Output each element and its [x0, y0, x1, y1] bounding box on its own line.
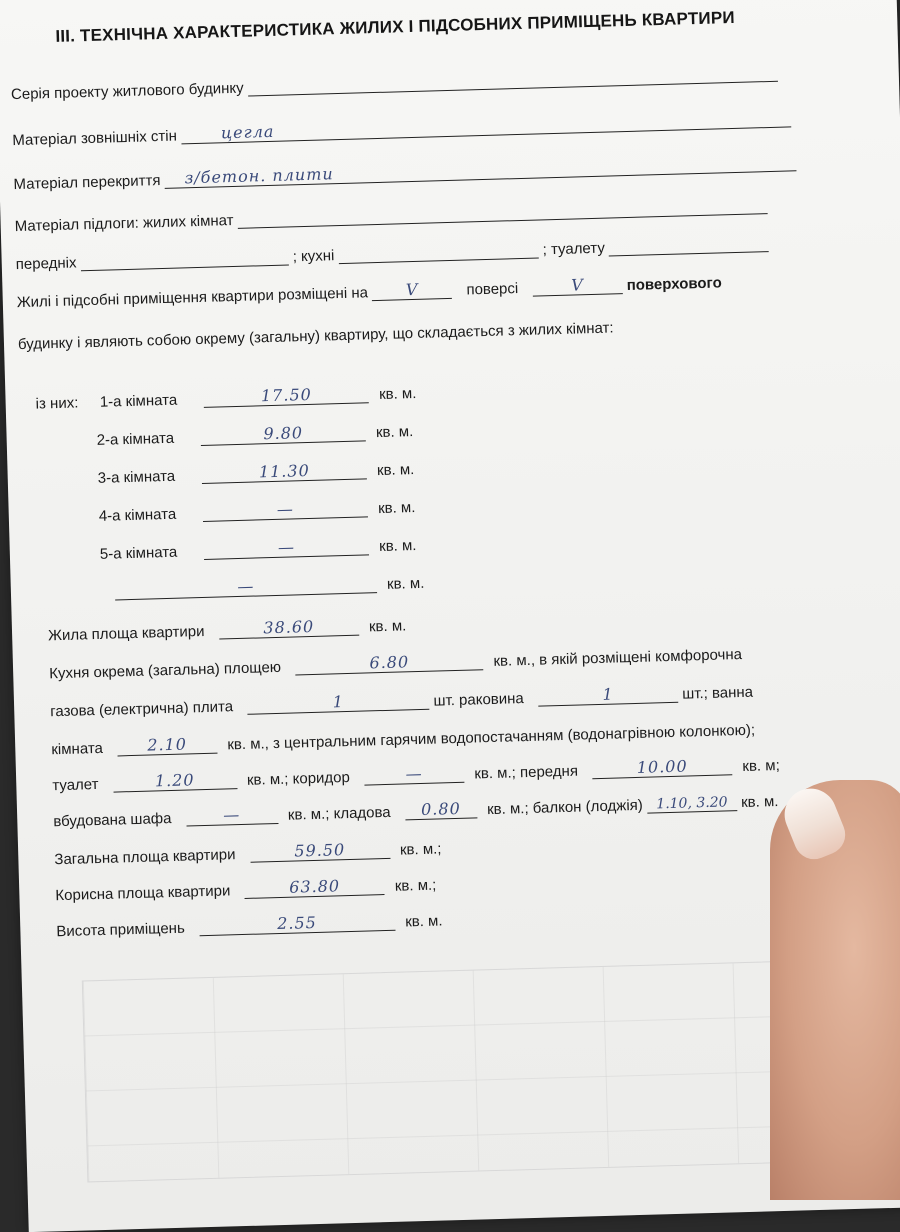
- height-field: [199, 912, 395, 936]
- room-field: [201, 422, 366, 446]
- useful-area-row: [55, 862, 881, 904]
- series-label: Серія проекту житлового будинку: [10, 79, 244, 104]
- room-value: —: [277, 537, 296, 557]
- sink-value: 1: [602, 684, 614, 704]
- wc-field: [113, 770, 237, 792]
- floor-materials-row: [15, 230, 863, 273]
- room-field: [204, 536, 369, 560]
- useful-area-value: 63.80: [288, 876, 341, 897]
- front-tail: кв. м;: [742, 756, 780, 775]
- stove-field: [247, 691, 429, 715]
- toilet-field: [609, 233, 769, 256]
- stove-value: 1: [332, 692, 345, 712]
- building-text: будинку і являють собою окрему (загальну) квартиру, що складається з жилих кімнат:: [17, 319, 614, 354]
- unit-label: кв. м.: [368, 617, 407, 636]
- kitchen-area-row: [49, 640, 875, 682]
- front-field: [592, 756, 732, 779]
- corridor-value: —: [405, 763, 423, 784]
- stove-label: газова (електрична) плита: [50, 698, 234, 721]
- kitchen-field: [338, 239, 538, 264]
- living-area-value: 38.60: [263, 616, 315, 638]
- room-field: [203, 498, 368, 522]
- wardrobe-value: —: [222, 805, 241, 825]
- floor-number-value: V: [405, 279, 419, 300]
- storage-value: 0.80: [420, 798, 461, 819]
- room-label: 5-а кімната: [99, 543, 178, 563]
- room-label: 3-а кімната: [97, 467, 176, 487]
- bath-tail: кв. м., з центральним гарячим водопостачанням (водонагрівною колонкою);: [227, 721, 756, 754]
- useful-area-unit: кв. м.;: [394, 876, 437, 895]
- sink-tail: шт.; ванна: [681, 683, 754, 703]
- ceiling-row: [13, 150, 861, 193]
- room-unit: кв. м.: [377, 499, 416, 518]
- room-row-1: [35, 370, 867, 412]
- bath-label: кімната: [51, 739, 104, 759]
- room-field: [202, 460, 367, 484]
- kitchen-area-label: Кухня окрема (загальна) площею: [48, 658, 282, 683]
- room-row-2: [96, 408, 868, 449]
- living-area-row: [48, 602, 874, 644]
- balcony-label: кв. м.; балкон (лоджія): [486, 796, 644, 819]
- total-floors-value: V: [570, 275, 585, 295]
- storey-word: поверхового: [626, 274, 722, 295]
- wardrobe-label: вбудована шафа: [53, 809, 172, 831]
- kitchen-label: ; кухні: [292, 247, 335, 266]
- front-value: 10.00: [636, 756, 688, 777]
- room-field: [204, 384, 369, 408]
- location-row: [17, 268, 865, 311]
- height-unit: кв. м.: [404, 912, 443, 931]
- total-area-row: [54, 826, 880, 868]
- ceiling-label: Матеріал перекриття: [13, 172, 161, 194]
- toilet-label: ; туалету: [542, 239, 606, 259]
- total-area-field: [250, 840, 390, 863]
- room-unit: кв. м.: [378, 384, 417, 403]
- walls-field: [181, 108, 791, 144]
- bath-field: [117, 735, 217, 757]
- storage-label: кв. м.; кладова: [287, 803, 391, 824]
- room-value: 11.30: [258, 460, 310, 482]
- room-label: 2-а кімната: [96, 429, 175, 449]
- living-area-label: Жила площа квартири: [47, 622, 205, 645]
- storage-field: [405, 799, 478, 820]
- room-row-5: [100, 522, 872, 563]
- ceiling-value: з/бетон. плити: [184, 164, 334, 188]
- living-area-field: [219, 617, 359, 640]
- series-row: [11, 60, 859, 103]
- total-area-unit: кв. м.;: [399, 840, 442, 859]
- rooms-prefix: із них:: [35, 394, 79, 413]
- walls-row: [12, 106, 860, 149]
- total-floors-field: [532, 275, 622, 297]
- holding-hand: [770, 780, 900, 1200]
- walls-label: Матеріал зовнішніх стін: [12, 127, 178, 150]
- wc-value: 1.20: [154, 770, 195, 791]
- floor-number-field: [372, 280, 452, 301]
- stove-row: [50, 678, 876, 720]
- wc-label: туалет: [52, 775, 99, 795]
- sink-label: шт. раковина: [433, 690, 525, 710]
- room-label: 1-а кімната: [99, 391, 178, 411]
- room-field: [115, 574, 377, 600]
- room-value: 17.50: [260, 384, 313, 406]
- corridor-label: кв. м.; коридор: [246, 768, 351, 789]
- height-row: [56, 898, 882, 940]
- location-label: Жилі і підсобні приміщення квартири розміщені на: [16, 284, 369, 312]
- floor-label: Матеріал підлоги: жилих кімнат: [14, 212, 234, 236]
- building-text-row: [18, 312, 866, 353]
- floor-row: [14, 192, 862, 235]
- floor-living-field: [237, 195, 767, 229]
- storage-row: [53, 788, 879, 830]
- room-unit: кв. м.: [386, 574, 425, 593]
- room-row-6: [115, 560, 873, 600]
- balcony-tail: кв. м.: [740, 793, 779, 812]
- room-label: 4-а кімната: [98, 505, 177, 525]
- sink-field: [538, 684, 678, 707]
- room-unit: кв. м.: [376, 461, 415, 480]
- useful-area-label: Корисна площа квартири: [55, 882, 231, 905]
- total-area-label: Загальна площа квартири: [54, 846, 236, 869]
- faint-table-background: [82, 959, 849, 1182]
- room-value: —: [276, 499, 295, 519]
- kitchen-area-field: [295, 651, 483, 675]
- wc-row: [52, 752, 878, 794]
- room-unit: кв. м.: [378, 537, 417, 556]
- wardrobe-field: [186, 805, 278, 827]
- room-value: 9.80: [263, 423, 304, 444]
- hall-field: [80, 246, 288, 271]
- useful-area-field: [244, 876, 384, 899]
- room-row-4: [99, 484, 871, 525]
- kitchen-area-tail: кв. м., в якій розміщені комфорочна: [493, 645, 743, 670]
- ceiling-field: [164, 152, 796, 189]
- total-area-value: 59.50: [294, 840, 346, 861]
- floor-word: поверсі: [466, 280, 519, 299]
- balcony-field: [647, 792, 737, 814]
- bath-row: [51, 716, 877, 758]
- bath-value: 2.10: [147, 734, 188, 755]
- series-field: [247, 63, 777, 97]
- height-label: Висота приміщень: [56, 919, 185, 941]
- height-value: 2.55: [276, 912, 318, 934]
- room-row-3: [97, 446, 869, 487]
- front-label: кв. м.; передня: [474, 762, 579, 783]
- kitchen-area-value: 6.80: [369, 652, 410, 673]
- hall-label: передніх: [15, 254, 77, 274]
- balcony-value: 1.10, 3.20: [656, 794, 728, 813]
- walls-value: цегла: [220, 121, 275, 143]
- document-title: ІІІ. ТЕХНІЧНА ХАРАКТЕРИСТИКА ЖИЛИХ І ПІДСОБНИХ ПРИМІЩЕНЬ КВАРТИРИ: [55, 7, 736, 46]
- corridor-field: [364, 764, 464, 786]
- room-unit: кв. м.: [375, 423, 414, 442]
- room-value: —: [237, 576, 255, 597]
